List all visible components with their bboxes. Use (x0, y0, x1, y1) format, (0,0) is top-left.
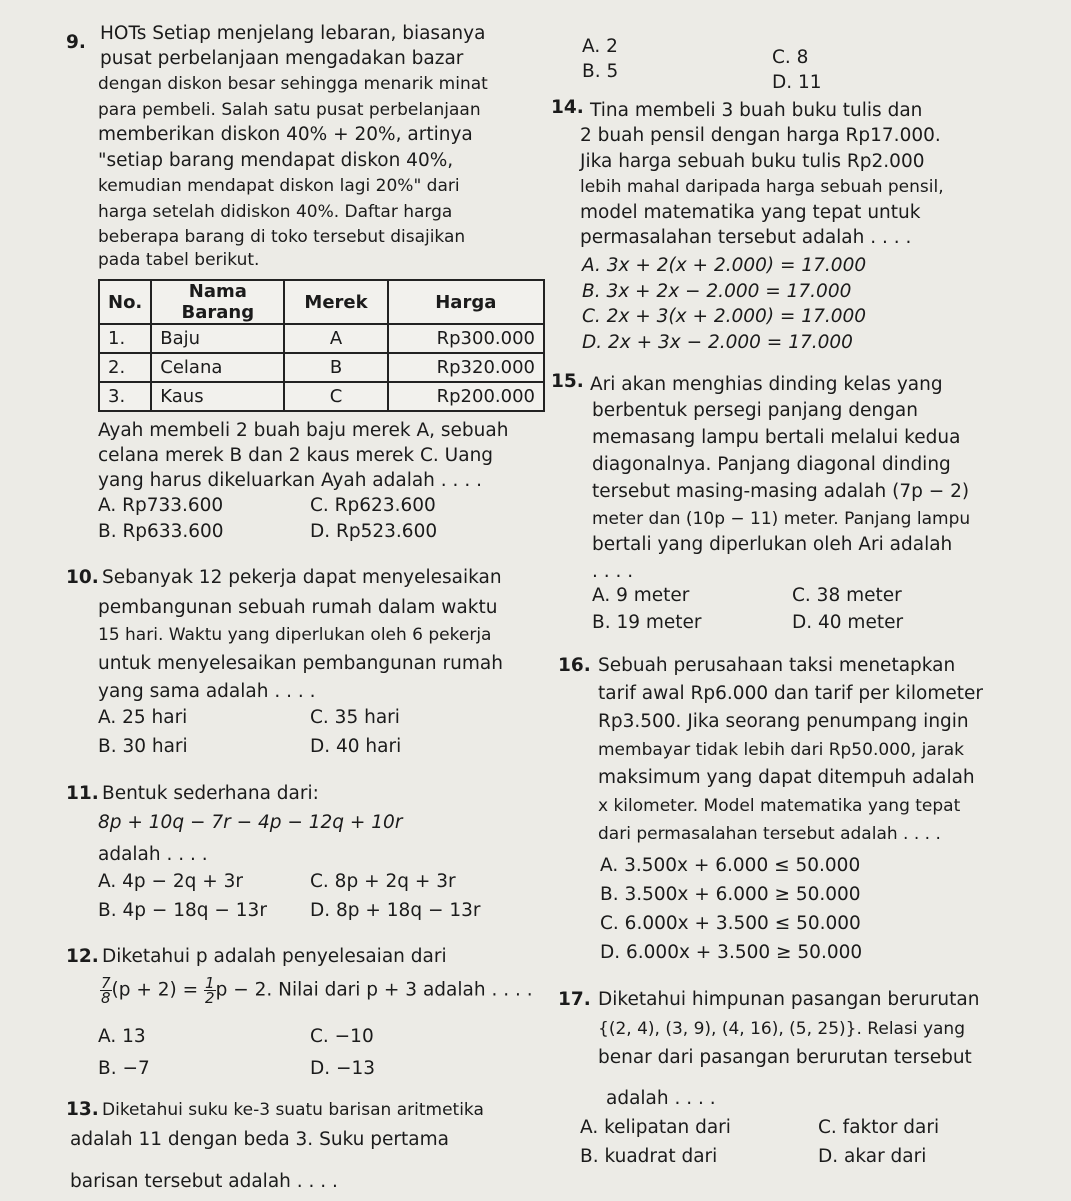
option-a[interactable]: A. 3x + 2(x + 2.000) = 17.000 (582, 255, 867, 276)
option-a[interactable]: A. 2 (582, 36, 618, 57)
question-text-line: celana merek B dan 2 kaus merek C. Uang (98, 445, 494, 466)
question-number: 16. (558, 655, 591, 676)
question-number: 10. (66, 567, 99, 588)
question-text-line: adalah . . . . (606, 1088, 716, 1109)
option-d[interactable]: D. 8p + 18q − 13r (310, 900, 481, 921)
table-cell: 2. (99, 353, 151, 382)
question-text-line: . . . . (592, 561, 634, 582)
question-text-line: 15 hari. Waktu yang diperlukan oleh 6 pekerja (98, 625, 492, 645)
question-number: 15. (551, 371, 584, 392)
option-d[interactable]: D. 40 meter (792, 612, 904, 633)
option-d[interactable]: D. 11 (772, 72, 822, 93)
table-header: No. (99, 280, 151, 324)
table-cell: Celana (151, 353, 284, 382)
question-text-line: Bentuk sederhana dari: (102, 783, 319, 804)
question-text-line: beberapa barang di toko tersebut disajikan (98, 227, 466, 247)
question-text-line: model matematika yang tepat untuk (580, 202, 921, 223)
question-text-line: diagonalnya. Panjang diagonal dinding (592, 454, 951, 475)
question-text-line: pada tabel berikut. (98, 250, 260, 270)
option-c[interactable]: C. 35 hari (310, 707, 400, 728)
question-number: 12. (66, 946, 99, 967)
option-c[interactable]: C. faktor dari (818, 1117, 940, 1138)
fraction: $\frac{7}{8}$ (101, 974, 111, 1007)
question-text-line: adalah 11 dengan beda 3. Suku pertama (70, 1129, 449, 1150)
question-text-line: memberikan diskon 40% + 20%, artinya (98, 124, 473, 145)
question-number: 9. (66, 32, 86, 53)
question-text-line: membayar tidak lebih dari Rp50.000, jarak (598, 740, 964, 760)
question-text-line: benar dari pasangan berurutan tersebut (598, 1047, 972, 1068)
question-text-line: adalah . . . . (98, 844, 208, 865)
table-cell: Rp300.000 (388, 324, 544, 353)
question-text-line: Rp3.500. Jika seorang penumpang ingin (598, 711, 969, 732)
option-b[interactable]: B. kuadrat dari (580, 1146, 718, 1167)
question-text-line: harga setelah didiskon 40%. Daftar harga (98, 202, 453, 222)
option-c[interactable]: C. 8p + 2q + 3r (310, 871, 456, 892)
table-cell: Kaus (151, 382, 284, 411)
table-row (99, 382, 544, 411)
question-text-line: tarif awal Rp6.000 dan tarif per kilometer (598, 683, 983, 704)
table-cell: C (284, 382, 387, 411)
question-text-line: kemudian mendapat diskon lagi 20%" dari (98, 176, 460, 196)
question-text-line: Sebanyak 12 pekerja dapat menyelesaikan (102, 567, 502, 588)
question-text-line: Ari akan menghias dinding kelas yang (590, 374, 943, 395)
option-b[interactable]: B. 30 hari (98, 736, 188, 757)
question-text-line: Diketahui suku ke-3 suatu barisan aritmetika (102, 1100, 484, 1120)
question-number: 14. (551, 97, 584, 118)
question-text-line: "setiap barang mendapat diskon 40%, (98, 150, 454, 171)
option-d[interactable]: D. 2x + 3x − 2.000 = 17.000 (582, 332, 853, 353)
option-a[interactable]: A. 13 (98, 1026, 146, 1047)
option-a[interactable]: A. Rp733.600 (98, 495, 224, 516)
option-c[interactable]: C. Rp623.600 (310, 495, 436, 516)
table-cell: Rp320.000 (388, 353, 544, 382)
option-d[interactable]: D. −13 (310, 1058, 376, 1079)
table-cell: 1. (99, 324, 151, 353)
question-text-line: dengan diskon besar sehingga menarik minat (98, 74, 488, 94)
question-text-line: maksimum yang dapat ditempuh adalah (598, 767, 975, 788)
question-text-line: Jika harga sebuah buku tulis Rp2.000 (580, 151, 925, 172)
question-text-line: memasang lampu bertali melalui kedua (592, 427, 961, 448)
question-text-line: Diketahui p adalah penyelesaian dari (102, 946, 447, 967)
option-c[interactable]: C. 2x + 3(x + 2.000) = 17.000 (582, 306, 867, 327)
table-row (99, 353, 544, 382)
question-text-line: barisan tersebut adalah . . . . (70, 1171, 338, 1192)
question-text-line: Sebuah perusahaan taksi menetapkan (598, 655, 956, 676)
question-text-line: Diketahui himpunan pasangan berurutan (598, 989, 980, 1010)
table-cell: A (284, 324, 387, 353)
table-cell: 3. (99, 382, 151, 411)
question-text-line: x kilometer. Model matematika yang tepat (598, 796, 961, 816)
question-text-line: untuk menyelesaikan pembangunan rumah (98, 653, 503, 674)
price-table (98, 279, 545, 412)
table-cell: B (284, 353, 387, 382)
question-number: 17. (558, 989, 591, 1010)
question-text-line: bertali yang diperlukan oleh Ari adalah (592, 534, 953, 555)
table-cell: Rp200.000 (388, 382, 544, 411)
table-header-row (99, 280, 544, 324)
table-header: Merek (284, 280, 387, 324)
option-a[interactable]: A. kelipatan dari (580, 1117, 731, 1138)
question-text-line: lebih mahal daripada harga sebuah pensil, (580, 177, 944, 197)
option-a[interactable]: A. 3.500x + 6.000 ≤ 50.000 (600, 855, 861, 876)
math-expression: 8p + 10q − 7r − 4p − 12q + 10r (98, 812, 403, 833)
question-text-line: yang sama adalah . . . . (98, 681, 316, 702)
question-text-line: {(2, 4), (3, 9), (4, 16), (5, 25)}. Relasi yang (598, 1019, 965, 1039)
option-d[interactable]: D. 40 hari (310, 736, 402, 757)
option-d[interactable]: D. akar dari (818, 1146, 927, 1167)
question-text-line: 2 buah pensil dengan harga Rp17.000. (580, 125, 941, 146)
option-b[interactable]: B. 3.500x + 6.000 ≥ 50.000 (600, 884, 861, 905)
table-header: Nama Barang (151, 280, 284, 324)
table-cell: Baju (151, 324, 284, 353)
question-text-line: Tina membeli 3 buah buku tulis dan (590, 100, 923, 121)
question-text-line: Ayah membeli 2 buah baju merek A, sebuah (98, 420, 509, 441)
fraction: $\frac{1}{2}$ (205, 974, 215, 1007)
equation-line: $\frac{7}{8}$ (p + 2) = $\frac{1}{2}$ p − 2. Nilai dari p + 3 adalah . . . . (101, 974, 533, 1007)
question-number: 13. (66, 1099, 99, 1120)
option-d[interactable]: D. 6.000x + 3.500 ≥ 50.000 (600, 942, 863, 963)
option-b[interactable]: B. Rp633.600 (98, 521, 224, 542)
question-text-line: dari permasalahan tersebut adalah . . . . (598, 824, 941, 844)
table-header: Harga (388, 280, 544, 324)
option-a[interactable]: A. 4p − 2q + 3r (98, 871, 244, 892)
option-b[interactable]: B. −7 (98, 1058, 150, 1079)
option-b[interactable]: B. 5 (582, 61, 619, 82)
option-b[interactable]: B. 4p − 18q − 13r (98, 900, 267, 921)
question-text-line: HOTs Setiap menjelang lebaran, biasanya (100, 23, 486, 44)
option-b[interactable]: B. 19 meter (592, 612, 702, 633)
question-text-line: berbentuk persegi panjang dengan (592, 400, 918, 421)
option-c[interactable]: C. −10 (310, 1026, 374, 1047)
option-c[interactable]: C. 8 (772, 47, 809, 68)
option-c[interactable]: C. 38 meter (792, 585, 902, 606)
question-text-line: permasalahan tersebut adalah . . . . (580, 227, 912, 248)
question-text-line: para pembeli. Salah satu pusat perbelanjaan (98, 100, 481, 120)
question-text-line: meter dan (10p − 11) meter. Panjang lampu (592, 509, 971, 529)
option-c[interactable]: C. 6.000x + 3.500 ≤ 50.000 (600, 913, 861, 934)
question-text-line: pusat perbelanjaan mengadakan bazar (100, 48, 464, 69)
question-text-line: pembangunan sebuah rumah dalam waktu (98, 597, 498, 618)
question-text-line: yang harus dikeluarkan Ayah adalah . . . . (98, 470, 482, 491)
option-a[interactable]: A. 25 hari (98, 707, 188, 728)
option-a[interactable]: A. 9 meter (592, 585, 690, 606)
option-d[interactable]: D. Rp523.600 (310, 521, 438, 542)
question-text-line: tersebut masing-masing adalah (7p − 2) (592, 481, 970, 502)
question-number: 11. (66, 783, 99, 804)
option-b[interactable]: B. 3x + 2x − 2.000 = 17.000 (582, 281, 852, 302)
table-row (99, 324, 544, 353)
